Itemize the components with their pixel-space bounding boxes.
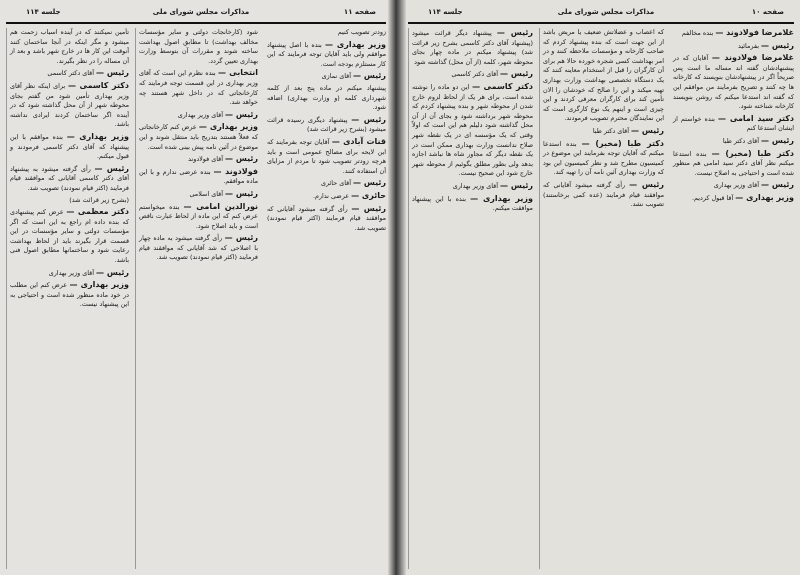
text-column	[135, 28, 258, 569]
paragraph	[139, 167, 258, 187]
speaker-name: رئیس —	[761, 40, 794, 50]
publication-title: مذاکرات مجلس شورای ملی	[557, 8, 655, 16]
paragraph-text: آقایان توجه بفرمایند که این لایحه برای مصالح عمومی است و باید هرچه زودتر تصویب شود تا مردم از مزایای آن استفاده کنند.	[267, 137, 386, 175]
header-rule	[408, 22, 794, 24]
paragraph-text: بنده عرضی ندارم و با این ماده موافقم.	[139, 167, 258, 186]
paragraph	[412, 181, 533, 192]
paragraph	[543, 139, 664, 178]
header-rule	[6, 22, 386, 24]
speaker-name: رئیس —	[94, 163, 129, 173]
paragraph	[267, 204, 386, 234]
paragraph-text: آقای فولادوند	[188, 155, 223, 164]
paragraph-text: آقا قبول کردیم.	[691, 193, 734, 202]
left-page	[0, 0, 392, 575]
paragraph	[673, 28, 794, 39]
speaker-name: دکتر طبا (مخبر) —	[581, 138, 664, 148]
page-number: صفحه ۱۰	[751, 8, 784, 16]
paragraph-text: که اعصاب و عضلاتش ضعیف یا مریض باشد از این جهت است که بنده پیشنهاد کردم که صاحب کارخانه و مؤسسات ملاحظه کنند و در امر بهداشت کسی شجره خورده حالا هم برای آن کارگران را قبل از استخدام معاینه کنند که یک دستگاه تخصصی بهداشت وزارت بهداری تهیه میکند و این را صالح که خودشان را الان تأمین کند برای کارگران معرفی کردند و این چیزی است و اینهم یک نوع کارگری است که این نمایندگان محترم تصویب فرمودند.	[543, 28, 664, 123]
speaker-name: غلامرضا فولادوند —	[715, 28, 794, 37]
speaker-name: رئیس —	[96, 267, 129, 277]
paragraph	[10, 81, 129, 130]
paragraph-text: آقای دکتر طبا	[592, 126, 629, 135]
paragraph-text: بفرمائید	[738, 41, 759, 50]
speaker-name: وزیر بهداری —	[66, 131, 129, 141]
speaker-name: انتخابی —	[218, 68, 258, 78]
paragraph	[10, 132, 129, 162]
speaker-name: رئیس —	[500, 180, 533, 190]
paragraph-text: بنده میخواستم عرض کنم که این ماده از لحاظ عبارت ناقص است و باید اصلاح شود.	[139, 202, 258, 230]
paragraph-text: آقای حائری	[320, 179, 351, 188]
paragraph-text: شود (کارخانجات دولتی و سایر مؤسسات مخالف بهداشت) تا مطابق اصول بهداشت ساخته شوند و مقررات آن بتوسط وزارت بهداری تعیین گردد.	[139, 28, 258, 65]
paragraph	[412, 28, 533, 67]
speaker-name: قنات آبادی —	[331, 136, 386, 146]
speaker-name: وزیر بهداری —	[324, 39, 386, 49]
paragraph-text: بنده با اصل پیشنهاد موافقم ولی باید آقایان توجه فرمایند که این کار مستلزم بودجه است.	[267, 40, 386, 68]
paragraph-text: زودتر تصویب کنیم	[337, 28, 386, 36]
speaker-name: رئیس —	[224, 233, 258, 243]
paragraph	[267, 40, 386, 70]
paragraph-text: رأی گرفته میشود به ماده چهار با اصلاحی که شد آقایانی که موافقند قیام فرمایند (اکثر قیام نمودند) تصویب شد.	[139, 234, 258, 262]
speaker-name: غلامرضا فولادوند —	[711, 53, 794, 63]
paragraph-text: آقای وزیر بهداری	[452, 181, 498, 190]
text-column	[6, 28, 129, 569]
paragraph	[267, 178, 386, 189]
text-column	[408, 28, 533, 569]
paragraph	[267, 71, 386, 82]
paragraph-text: آقای نمازی	[321, 72, 351, 81]
speaker-name: رئیس —	[353, 71, 386, 81]
paragraph-text: آقای وزیر بهداری	[48, 268, 94, 277]
speaker-name: حائری —	[351, 190, 386, 200]
paragraph	[673, 114, 794, 134]
speaker-name: دکتر کاسمی —	[472, 81, 533, 91]
columns	[408, 28, 794, 569]
columns	[6, 28, 386, 569]
paragraph	[412, 194, 533, 214]
paragraph-text: بنده مخالفم	[681, 29, 714, 37]
session-number: جلسه ۱۱۴	[25, 8, 61, 16]
paragraph-text: برای اینکه نظر آقای وزیر بهداری تأمین شود من گفتم بجای محوطه شهر از آن محل گذاشته شود که در آینده اگر ساختمان کردند ایرادی نداشته باشد.	[10, 81, 129, 129]
page-number: صفحه ۱۱	[343, 8, 376, 16]
paragraph-text: عرضی ندارم.	[312, 191, 350, 200]
speaker-name: فولادوند —	[213, 166, 258, 176]
paragraph	[543, 28, 664, 124]
paragraph	[673, 149, 794, 179]
speaker-name: رئیس —	[225, 109, 258, 119]
paragraph-text: رأی گرفته میشود آقایانی که موافقند قیام فرمایند (عده کمی برخاستند) تصویب نشد.	[543, 180, 664, 209]
speaker-name: دکتر سید امامی —	[718, 113, 794, 123]
paragraph-text: بنده استدعا میکنم نظر آقای دکتر سید امامی هم منظور شده است و احتیاجی به اصلاح نیست.	[673, 149, 794, 177]
paragraph-text: رأی گرفته میشود آقایانی که موافقند قیام فرمایند (اکثر قیام نمودند) تصویب شد.	[267, 204, 386, 232]
paragraph	[10, 280, 129, 310]
speaker-name: رئیس —	[629, 179, 664, 189]
paragraph-text: پیشنهاد دیگری رسیده قرائت میشود (بشرح زیر قرائت شد)	[267, 115, 386, 134]
paragraph-text: آقای دکتر طبا	[722, 136, 759, 145]
speaker-name: دکتر معظمی —	[66, 207, 129, 217]
paragraph-text: بنده استدعا میکنم که آقایان توجه بفرمایند این موضوع در کمیسیون مطرح شد و نظر کمیسیون این بود که وزارت بهداری آئین نامه آن را تهیه کند.	[543, 139, 664, 177]
speaker-name: وزیر بهداری —	[69, 280, 129, 290]
paragraph-text: عرض کنم این مطلب در خود ماده منظور شده است و احتیاجی به این پیشنهاد نیست.	[10, 281, 129, 309]
paragraph-text: آقایان که در پیشنهادشان گفته اند مساله ما است پس صریحاً اگر در پیشنهادشان بنویسند که کارخانه ها چه کنند و تصریح بفرمایند من موافقم این که گفته اند استدعا میکنم که روشن بنویسند کارخانه شناخته شود.	[673, 54, 794, 111]
speaker-name: وزیر بهداری —	[735, 192, 794, 202]
paragraph-text: آقای دکتر کاسمی	[47, 69, 94, 78]
paragraph	[139, 122, 258, 152]
speaker-name: رئیس —	[500, 69, 533, 79]
speaker-name: رئیس —	[496, 28, 533, 37]
paragraph	[10, 268, 129, 279]
speaker-name: دکتر کاسمی —	[67, 80, 129, 90]
paragraph	[543, 126, 664, 137]
speaker-name: رئیس —	[351, 203, 386, 213]
paragraph-text: پیشنهاد دیگر قرائت میشود (پیشنهاد آقای دکتر کاسمی بشرح زیر قرائت شد) پیشنهاد میکنم در ماده چهار بجای محوطه شهر، کلمه (از آن محل) گذاشته شود	[412, 29, 533, 66]
paragraph	[673, 136, 794, 147]
paragraph-text: بنده با این پیشنهاد موافقت میکنم.	[412, 194, 533, 213]
session-number: جلسه ۱۱۴	[427, 8, 463, 16]
paragraph-text: رأی گرفته میشود به پیشنهاد آقای دکتر کاسمی آقایانی که موافقند قیام فرمایند (اکثر قیام نمودند) تصویب شد.	[10, 164, 129, 192]
paragraph	[10, 196, 129, 206]
text-column	[670, 28, 794, 569]
paragraph	[673, 41, 794, 52]
paragraph	[139, 28, 258, 66]
paragraph-text: این دو ماده را نوشته شده است، برای هر یک از لحاظ لزوم خارج شدن از محوطه شهر و بنده پیشنهاد کردم که محوطه شهر برداشته شود و بجای آن از آن محل گذاشته شود دلیلم هم این است که اولاً وقتی که یک مؤسسه ای در یک نقطه شهر صلاح ندانست وزارت بهداری ممکن است در یک نقطه دیگر که مجاور شاه ها نباشد اجازه بدهد ولی بطور مطلق بگوئیم از محوطه شهر خارج شود این صحیح نیست.	[412, 82, 533, 178]
speaker-name: رئیس —	[761, 135, 794, 145]
paragraph	[10, 164, 129, 194]
text-column	[264, 28, 386, 569]
speaker-name: نورالدین امامی —	[183, 201, 258, 211]
speaker-name: وزیر بهداری —	[198, 122, 258, 132]
paragraph	[139, 68, 258, 107]
paragraph-text: عرض کنم کارخانجاتی که فعلاً هستند بتدریج باید منتقل شوند و این موضوع در آئین نامه پیش بینی شده است.	[139, 123, 258, 151]
paragraph	[412, 69, 533, 80]
paragraph-text: بنده نظرم این است که آقای وزیر بهداری در این قسمت توجه فرمایند که کارخانجاتی که در داخل شهر هستند چه خواهد شد.	[139, 69, 258, 107]
paragraph-text: پیشنهاد میکنم در ماده پنج بعد از کلمه شهرداری کلمه (و وزارت بهداری) اضافه شود.	[267, 83, 386, 112]
paragraph	[267, 84, 386, 113]
paragraph	[139, 233, 258, 263]
paragraph	[267, 115, 386, 135]
paragraph	[139, 154, 258, 165]
paragraph	[543, 180, 664, 210]
paragraph	[10, 28, 129, 66]
paragraph	[673, 180, 794, 191]
paragraph	[673, 53, 794, 112]
paragraph-text: (بشرح زیر قرائت شد)	[69, 195, 129, 204]
paragraph-text: تأمین نمیکنند که در آینده اسباب زحمت هم میشود و مگر اینکه در آنجا ساختمان کنند آنوقت این کار ها در خارج شهر باشد و بعد از آن مساله را در نظر بگیرند.	[10, 28, 129, 65]
paragraph	[267, 137, 386, 176]
paragraph	[412, 82, 533, 179]
paragraph	[139, 110, 258, 121]
speaker-name: دکتر طبا (مخبر) —	[711, 148, 794, 158]
speaker-name: رئیس —	[631, 125, 664, 135]
paragraph-text: آقای اسلامی	[189, 189, 223, 198]
paragraph	[139, 202, 258, 232]
binding-gutter	[388, 0, 406, 575]
paragraph	[267, 28, 386, 38]
paragraph	[267, 191, 386, 202]
paragraph-text: آقای وزیر بهداری	[713, 181, 759, 190]
paragraph-text: آقای دکتر کاسمی	[451, 70, 498, 79]
paragraph-text: بنده موافقم با این پیشنهاد که آقای دکتر کاسمی فرمودند و قبول میکنم.	[10, 132, 129, 161]
publication-title: مذاکرات مجلس شورای ملی	[152, 8, 250, 16]
speaker-name: وزیر بهداری —	[470, 193, 533, 203]
paragraph-text: عرض کنم پیشنهادی که بنده داده ام راجع به این است که اگر مؤسسات دولتی و سایر مؤسسات در این قسمت قرار بگیرند باید از لحاظ بهداشت رعایت شود و ساختمانها مطابق اصول فنی باشد.	[10, 208, 129, 265]
right-page	[402, 0, 800, 575]
speaker-name: رئیس —	[225, 188, 258, 198]
paragraph-text: آقای وزیر بهداری	[177, 110, 223, 119]
paragraph	[10, 207, 129, 266]
paragraph-text: بنده خواستم از ایشان استدعا کنم	[673, 114, 794, 133]
paragraph	[673, 193, 794, 204]
speaker-name: رئیس —	[761, 180, 794, 190]
speaker-name: رئیس —	[353, 178, 386, 188]
paragraph	[139, 189, 258, 200]
text-column	[539, 28, 664, 569]
speaker-name: رئیس —	[225, 154, 258, 164]
speaker-name: رئیس —	[351, 114, 386, 124]
paragraph	[10, 68, 129, 79]
speaker-name: رئیس —	[96, 68, 129, 78]
